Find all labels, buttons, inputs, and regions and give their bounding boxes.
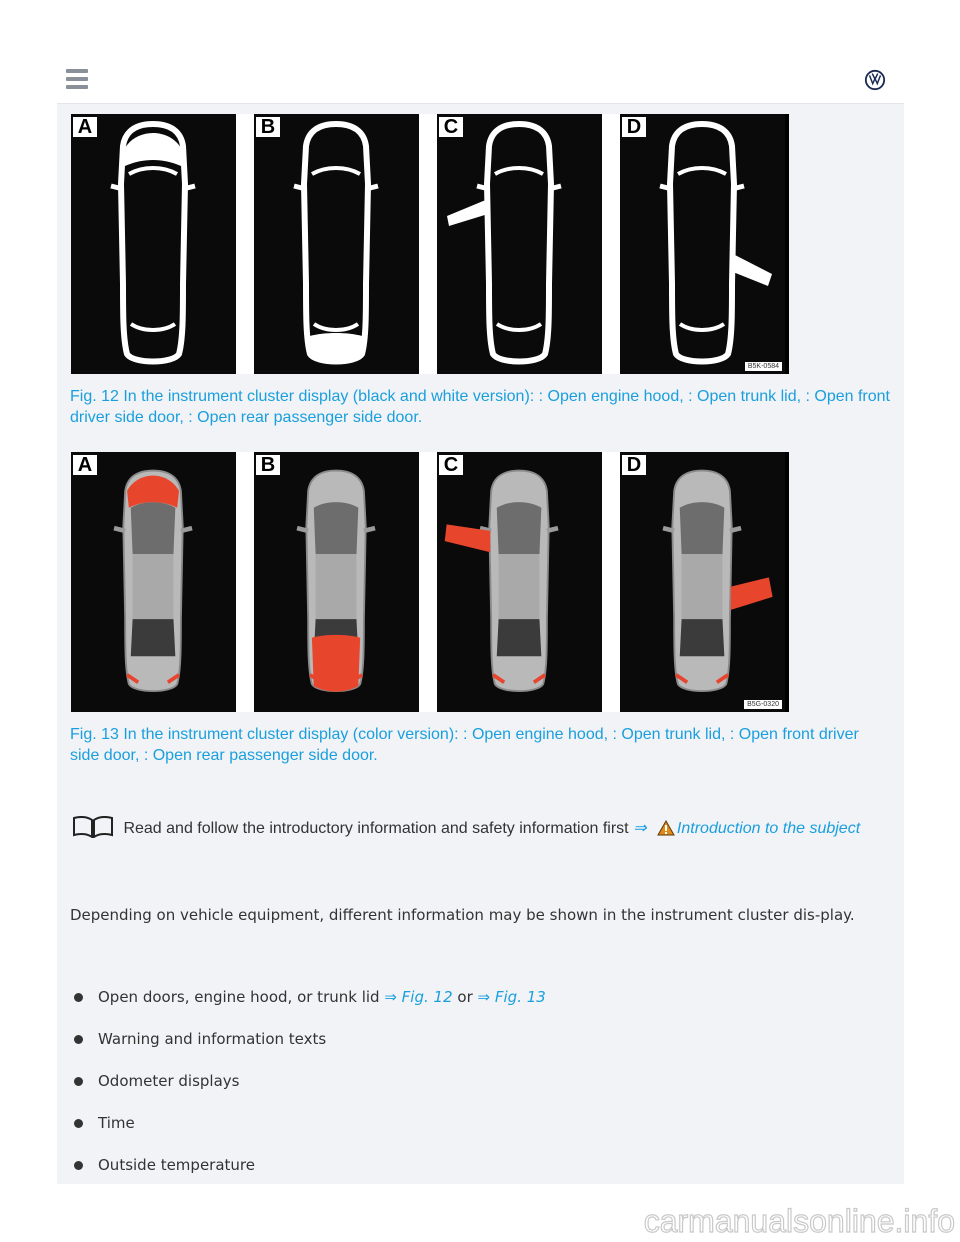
note-arrow[interactable]: ⇒ [633, 820, 647, 837]
warning-triangle-icon [657, 820, 675, 836]
car-trunk-open-color-icon [254, 452, 419, 712]
car-front-door-open-color-icon [437, 452, 602, 712]
body-paragraph: Depending on vehicle equipment, different information may be shown in the instrument cluster dis-play. [70, 906, 855, 924]
list-item [70, 1066, 870, 1108]
list-item-text: Warning and information texts [98, 1030, 327, 1048]
panel-label: A [73, 117, 97, 137]
car-hood-open-icon [71, 114, 236, 374]
fig-13-link[interactable]: ⇒ Fig. 13 [477, 988, 546, 1006]
list-item-text: Open doors, engine hood, or trunk lid [98, 988, 380, 1006]
panel-label: B [256, 455, 280, 475]
figure-13-panel-a [71, 452, 236, 712]
panel-label: C [439, 117, 463, 137]
list-item-text: Outside temperature [98, 1156, 255, 1174]
watermark [0, 1196, 960, 1242]
note-text: Read and follow the introductory information and safety information first [123, 820, 629, 837]
vw-logo-icon[interactable] [864, 69, 886, 91]
car-rear-door-open-color-icon [620, 452, 785, 712]
watermark-text: carmanualsonline.info [643, 1203, 955, 1239]
figure-code: B5G-0320 [744, 700, 782, 709]
figure-12-caption: Fig. 12 In the instrument cluster display (black and white version): : Open engine hood, : Open trunk lid, : Open front driver side door, : Open rear passenger side door. [70, 388, 890, 426]
content-area [57, 104, 904, 1184]
fig-12-link[interactable]: ⇒ Fig. 12 [384, 988, 453, 1006]
panel-label: D [622, 455, 646, 475]
panel-label: A [73, 455, 97, 475]
figure-13-image [71, 452, 789, 712]
car-front-door-open-icon [437, 114, 602, 374]
list-item [70, 1108, 870, 1150]
panel-label: B [256, 117, 280, 137]
list-item-or: or [457, 988, 473, 1006]
book-icon [71, 816, 115, 838]
figure-13-caption: Fig. 13 In the instrument cluster display (color version): : Open engine hood, : Open trunk lid, : Open front driver side door, : Open rear passenger side door. [70, 726, 859, 764]
figure-13-panel-c [437, 452, 602, 712]
panel-label: D [622, 117, 646, 137]
top-bar [57, 58, 904, 104]
car-rear-door-open-icon [620, 114, 785, 374]
introduction-link[interactable]: Introduction to the subject [676, 820, 861, 837]
intro-note [71, 816, 891, 842]
info-list [70, 982, 870, 1192]
figure-12-panel-c [437, 114, 602, 374]
hamburger-menu-icon[interactable] [66, 69, 88, 89]
figure-12-panel-b [254, 114, 419, 374]
figure-12-panel-d [620, 114, 785, 374]
list-item [70, 1024, 870, 1066]
figure-13-panel-d [620, 452, 785, 712]
figure-12-panel-a [71, 114, 236, 374]
figure-code: B5K-0584 [745, 362, 782, 371]
car-trunk-open-icon [254, 114, 419, 374]
figure-13-panel-b [254, 452, 419, 712]
list-item-text: Odometer displays [98, 1072, 240, 1090]
list-item [70, 982, 870, 1024]
figure-12-image [71, 114, 789, 374]
list-item-text: Time [98, 1114, 135, 1132]
car-hood-open-color-icon [71, 452, 236, 712]
panel-label: C [439, 455, 463, 475]
list-item [70, 1150, 870, 1192]
